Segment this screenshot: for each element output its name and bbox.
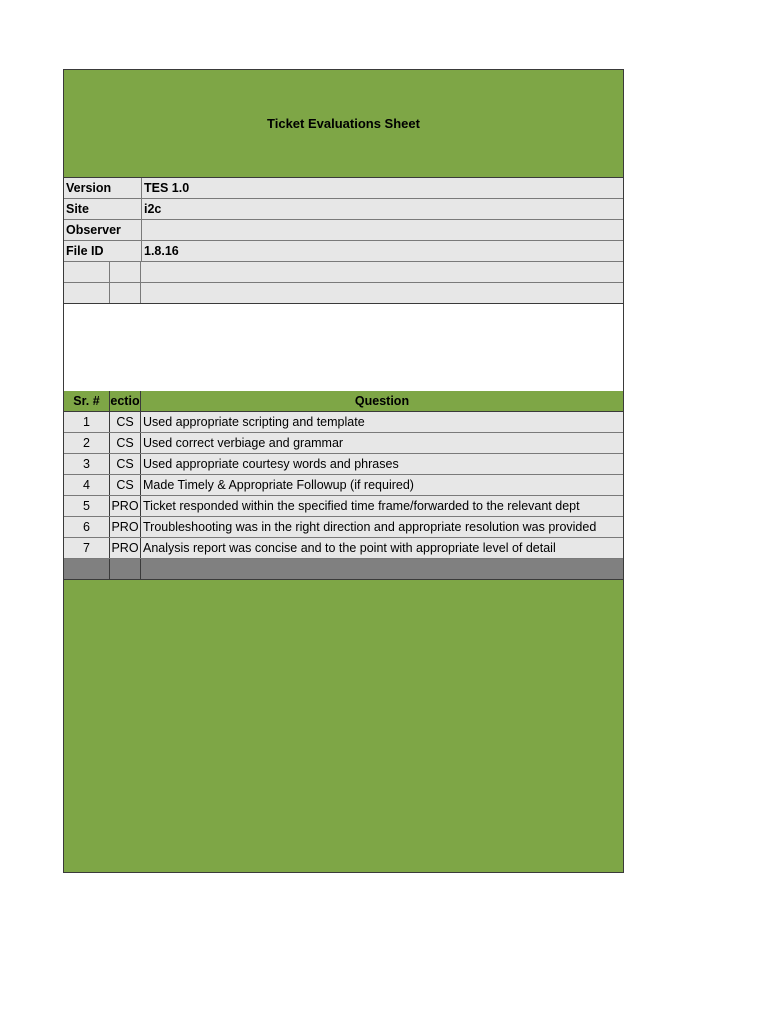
question-section: CS — [110, 475, 141, 495]
question-number: 2 — [64, 433, 110, 453]
question-section: PRO — [110, 538, 141, 558]
question-text: Ticket responded within the specified time frame/forwarded to the relevant dept — [143, 499, 580, 513]
question-section: CS — [110, 412, 141, 432]
empty-cell[interactable] — [64, 283, 110, 303]
empty-cell[interactable] — [110, 262, 141, 282]
question-number: 3 — [64, 454, 110, 474]
question-text: Analysis report was concise and to the point with appropriate level of detail — [143, 541, 556, 555]
info-label: Observer — [66, 223, 121, 237]
question-text: Used appropriate courtesy words and phrases — [143, 457, 399, 471]
total-row — [64, 559, 623, 580]
empty-cell[interactable] — [64, 262, 110, 282]
question-section: CS — [110, 454, 141, 474]
info-label: Version — [66, 181, 112, 195]
empty-cell[interactable] — [141, 283, 623, 303]
question-number: 5 — [64, 496, 110, 516]
sheet-title: Ticket Evaluations Sheet — [64, 70, 623, 178]
blank-area — [64, 304, 623, 392]
question-number: 7 — [64, 538, 110, 558]
total-cell[interactable] — [64, 559, 110, 579]
question-number: 4 — [64, 475, 110, 495]
questions-header — [64, 391, 623, 412]
empty-row — [64, 262, 623, 283]
empty-cell[interactable] — [110, 283, 141, 303]
info-row-observer — [64, 220, 623, 241]
question-row — [64, 475, 623, 496]
question-row — [64, 517, 623, 538]
question-section: PRO — [110, 496, 141, 516]
question-row — [64, 496, 623, 517]
question-number: 6 — [64, 517, 110, 537]
question-row — [64, 412, 623, 433]
info-row-file-id — [64, 241, 623, 262]
info-row-version — [64, 178, 623, 199]
empty-cell[interactable] — [141, 262, 623, 282]
question-number: 1 — [64, 412, 110, 432]
info-value[interactable] — [141, 220, 623, 240]
question-section: CS — [110, 433, 141, 453]
info-value[interactable]: i2c — [141, 199, 623, 219]
header-question: Question — [354, 394, 410, 408]
question-text: Made Timely & Appropriate Followup (if required) — [143, 478, 414, 492]
info-value[interactable]: TES 1.0 — [141, 178, 623, 198]
evaluation-sheet — [63, 69, 624, 873]
question-text: Used appropriate scripting and template — [143, 415, 365, 429]
question-row — [64, 454, 623, 475]
info-value[interactable]: 1.8.16 — [141, 241, 623, 261]
question-text: Used correct verbiage and grammar — [143, 436, 344, 450]
info-row-site — [64, 199, 623, 220]
question-section: PRO — [110, 517, 141, 537]
empty-row — [64, 283, 623, 304]
question-row — [64, 538, 623, 559]
total-cell[interactable] — [110, 559, 141, 579]
info-label: Site — [66, 202, 89, 216]
header-number: Sr. # — [64, 391, 110, 411]
question-row — [64, 433, 623, 454]
header-section: ectio — [110, 391, 141, 411]
info-label: File ID — [66, 244, 104, 258]
question-text: Troubleshooting was in the right direction and appropriate resolution was provided — [143, 520, 597, 534]
total-cell[interactable] — [141, 559, 623, 579]
